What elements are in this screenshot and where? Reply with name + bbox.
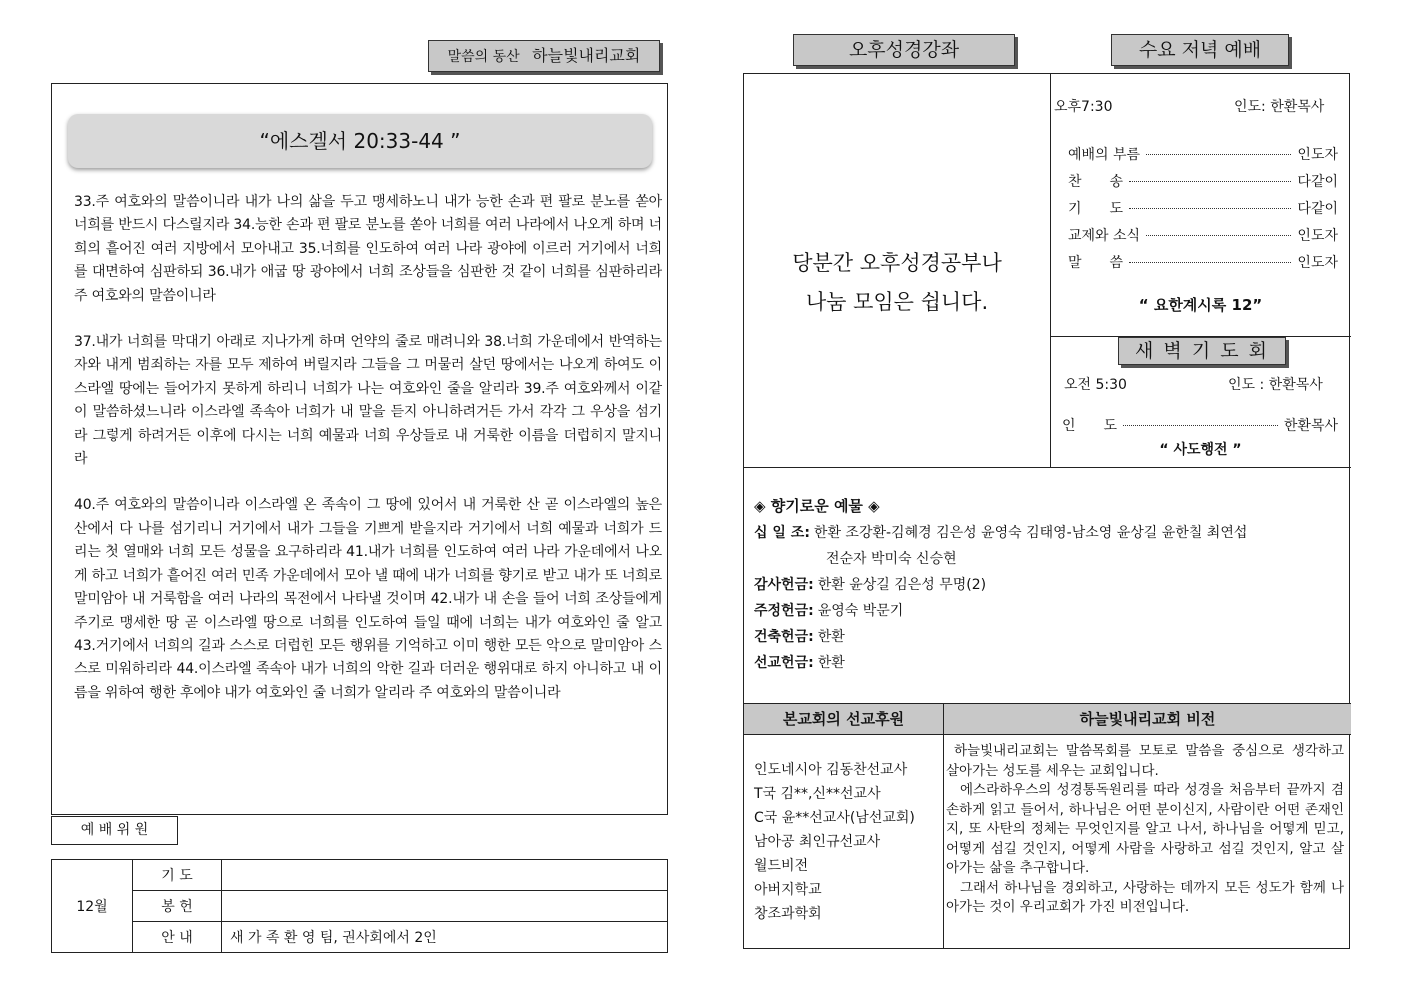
afternoon-class-label-text: 오후성경강좌 [848,39,960,61]
offering-names: 한환 윤상길 김은성 무명(2) [817,577,987,593]
order-item: 말 씀 [1068,255,1124,271]
offering-label [754,546,826,572]
offering-names: 한환 조강환-김혜경 김은성 윤영숙 김태영-남소영 윤상길 윤한칠 최연섭 [813,525,1248,541]
scripture-title-bar [68,114,652,168]
mission-header-text: 본교회의 선교후원 [782,710,905,728]
wednesday-sermon: “ 요한계시록 12” [1138,296,1263,314]
church-name: 하늘빛내리교회 [532,46,641,65]
mission-item: C국 윤**선교사(남선교회) [754,810,915,826]
dawn-order-row [1062,415,1338,435]
offering-names: 한환 [817,655,845,671]
vision-paragraph: 그래서 하나님을 경외하고, 사랑하는 데까지 모든 성도가 함께 나아가는 것이 우리교회가 가진 비전입니다. [946,879,1344,915]
scripture-paragraph-3: 40.주 여호와의 말씀이니라 이스라엘 온 족속이 그 땅에 있어서 내 거룩한 산 곧 이스라엘의 높은 산에서 다 나를 섬기리니 거기에서 내가 그들을 기쁘게 받을지라 거기에서 너희 예물과 너희가 드리는 첫 열매와 너희 모든 성물을 요구하리라 41.내가 너희를 인도하여 여러 나라 가운데에서 나오게 하고 너희가 흩어진 여러 민족 가운데에서 모아 낼 때에 내가 너희를 향기로 받고 내가 또 너희로 말미암아 내 거룩함을 여러 나라의 목전에서 나타낼 것이며 42.내가 내 손을 들어 너희 조상들에게 주기로 맹세한 땅 곧 이스라엘 땅으로 너희를 인도하여 들일 때에 너희는 내가 여호와인 줄 알고 43.거기에서 너희의 길과 스스로 더럽힌 모든 행위를 기억하고 이미 행한 모든 악으로 말미암아 스스로 미워하리라 44.이스라엘 족속아 내가 너희의 악한 길과 더러운 행위대로 하지 아니하고 내 이름을 위하여 행한 후에야 내가 여호와인 줄 너희가 알리라 주 여호와의 말씀이니라 [74,497,662,701]
committee-value [222,891,668,922]
offering-line [754,572,1344,598]
committee-label [51,816,178,845]
church-motto: 말씀의 동산 [447,49,520,65]
dawn-prayer-label-text: 새 벽 기 도 회 [1135,340,1269,362]
committee-value: 새 가 족 환 영 팀, 권사회에서 2인 [222,922,668,953]
mission-item: 창조과학회 [754,906,822,922]
order-row [1068,198,1338,225]
offering-names: 한환 [817,629,845,645]
order-row [1068,144,1338,171]
vision-paragraph: 에스라하우스의 성경통독원리를 따라 성경을 처음부터 끝까지 겸손하게 읽고 들어서, 하나님은 어떤 분이신지, 사람이란 어떤 존재인지, 또 사탄의 정체는 무엇인지를 알고 나서, 하나님을 어떻게 믿고, 어떻게 섬길 것인지, 어떻게 사람을 사랑하고 섬길 것인지, 알고 살아가는 삶을 추구합니다. [946,782,1344,876]
wednesday-service-label-text: 수요 저녁 예배 [1138,39,1262,61]
offering-line [754,520,1344,546]
committee-label-text: 예 배 위 원 [80,822,149,838]
order-item: 기 도 [1068,201,1124,217]
committee-month: 12월 [52,860,133,953]
order-row [1068,171,1338,198]
order-who: 한환목사 [1283,418,1338,434]
dawn-prayer-label [1118,337,1286,365]
mission-item: 월드비전 [754,858,809,874]
order-item: 찬 송 [1068,174,1124,190]
mission-item: T국 김**,신**선교사 [754,786,881,802]
afternoon-class-label [793,34,1015,66]
offering-line [754,650,1344,676]
order-who: 인도자 [1297,255,1338,271]
offering-label: 주정헌금: [754,603,814,619]
wednesday-time: 오후7:30 [1054,99,1113,115]
scripture-title: “에스겔서 20:33-44 ” [259,129,461,153]
offerings-list [754,520,1344,676]
order-item: 교제와 소식 [1068,228,1141,244]
vision-text [946,742,1344,918]
afternoon-notice-line: 나눔 모임은 쉽니다. [805,290,989,314]
scripture-text [74,191,662,728]
dawn-leader: 인도 : 한환목사 [1228,377,1323,393]
offering-names: 전순자 박미숙 신승현 [826,551,957,567]
wednesday-leader: 인도: 한환목사 [1234,99,1325,115]
vision-header [944,704,1351,735]
offering-label: 감사헌금: [754,577,814,593]
order-who: 다같이 [1297,174,1338,190]
mission-item: 아버지학교 [754,882,822,898]
vision-paragraph: 하늘빛내리교회는 말씀목회를 모토로 말씀을 중심으로 생각하고 살아가는 성도를 세우는 교회입니다. [946,743,1344,779]
divider [943,704,944,949]
wednesday-service-label [1111,34,1289,66]
afternoon-notice [744,244,1050,322]
mission-item: 남아공 최인규선교사 [754,834,881,850]
right-panel [743,73,1350,949]
dawn-sermon: “ 사도행전 ” [1159,442,1242,458]
offering-line [754,546,1344,572]
wednesday-order [1068,144,1338,279]
order-item: 예배의 부름 [1068,147,1141,163]
afternoon-notice-line: 당분간 오후성경공부나 [792,251,1002,275]
offering-line [754,598,1344,624]
offering-label: 십 일 조: [754,525,810,541]
divider [744,467,1351,468]
dawn-time: 오전 5:30 [1064,377,1127,393]
order-who: 인도자 [1297,228,1338,244]
mission-item: 인도네시아 김동찬선교사 [754,762,908,778]
committee-value [222,860,668,891]
committee-role: 기 도 [133,860,222,891]
offering-label: 건축헌금: [754,629,814,645]
committee-role: 안 내 [133,922,222,953]
order-row [1068,252,1338,279]
offering-names: 윤영숙 박문기 [817,603,904,619]
scripture-panel [51,83,668,815]
order-who: 다같이 [1297,201,1338,217]
divider [1050,74,1051,467]
scripture-paragraph-1: 33.주 여호와의 말씀이니라 내가 나의 삶을 두고 맹세하노니 내가 능한 손과 편 팔로 분노를 쏟아 너희를 반드시 다스릴지라 34.능한 손과 편 팔로 분노를 쏟아 너희를 여러 나라에서 나오게 하며 너희의 흩어진 여러 지방에서 모아내고 35.너희를 인도하여 여러 나라 광야에 이르러 거기에서 너희를 대면하여 심판하되 36.내가 애굽 땅 광야에서 너희 조상들을 심판한 것 같이 너희를 심판하리라 주 여호와의 말씀이니라 [74,194,662,304]
committee-role: 봉 헌 [133,891,222,922]
committee-table [51,859,668,953]
vision-header-text: 하늘빛내리교회 비전 [1079,710,1216,728]
order-item: 인 도 [1062,418,1118,434]
offering-line [754,624,1344,650]
offerings-heading: ◈ 향기로운 예물 ◈ [754,497,880,515]
mission-header [744,704,944,735]
offering-label: 선교헌금: [754,655,814,671]
church-name-label [428,40,660,72]
scripture-paragraph-2: 37.내가 너희를 막대기 아래로 지나가게 하며 언약의 줄로 매려니와 38.너희 가운데에서 반역하는 자와 내게 범죄하는 자를 모두 제하여 버릴지라 그들을 그 머물러 살던 땅에서는 나오게 하여도 이스라엘 땅에는 들어가지 못하게 하리니 너희가 나는 여호와인 줄을 알리라 39.주 여호와께서 이같이 말씀하셨느니라 이스라엘 족속아 너희가 내 말을 듣지 아니하려거든 가서 각각 그 우상을 섬기라 그렇게 하려거든 이후에 다시는 너희 예물과 너희 우상들로 내 거룩한 이름을 더럽히지 말지니라 [74,334,662,468]
mission-list [754,758,915,926]
order-who: 인도자 [1297,147,1338,163]
order-row [1068,225,1338,252]
